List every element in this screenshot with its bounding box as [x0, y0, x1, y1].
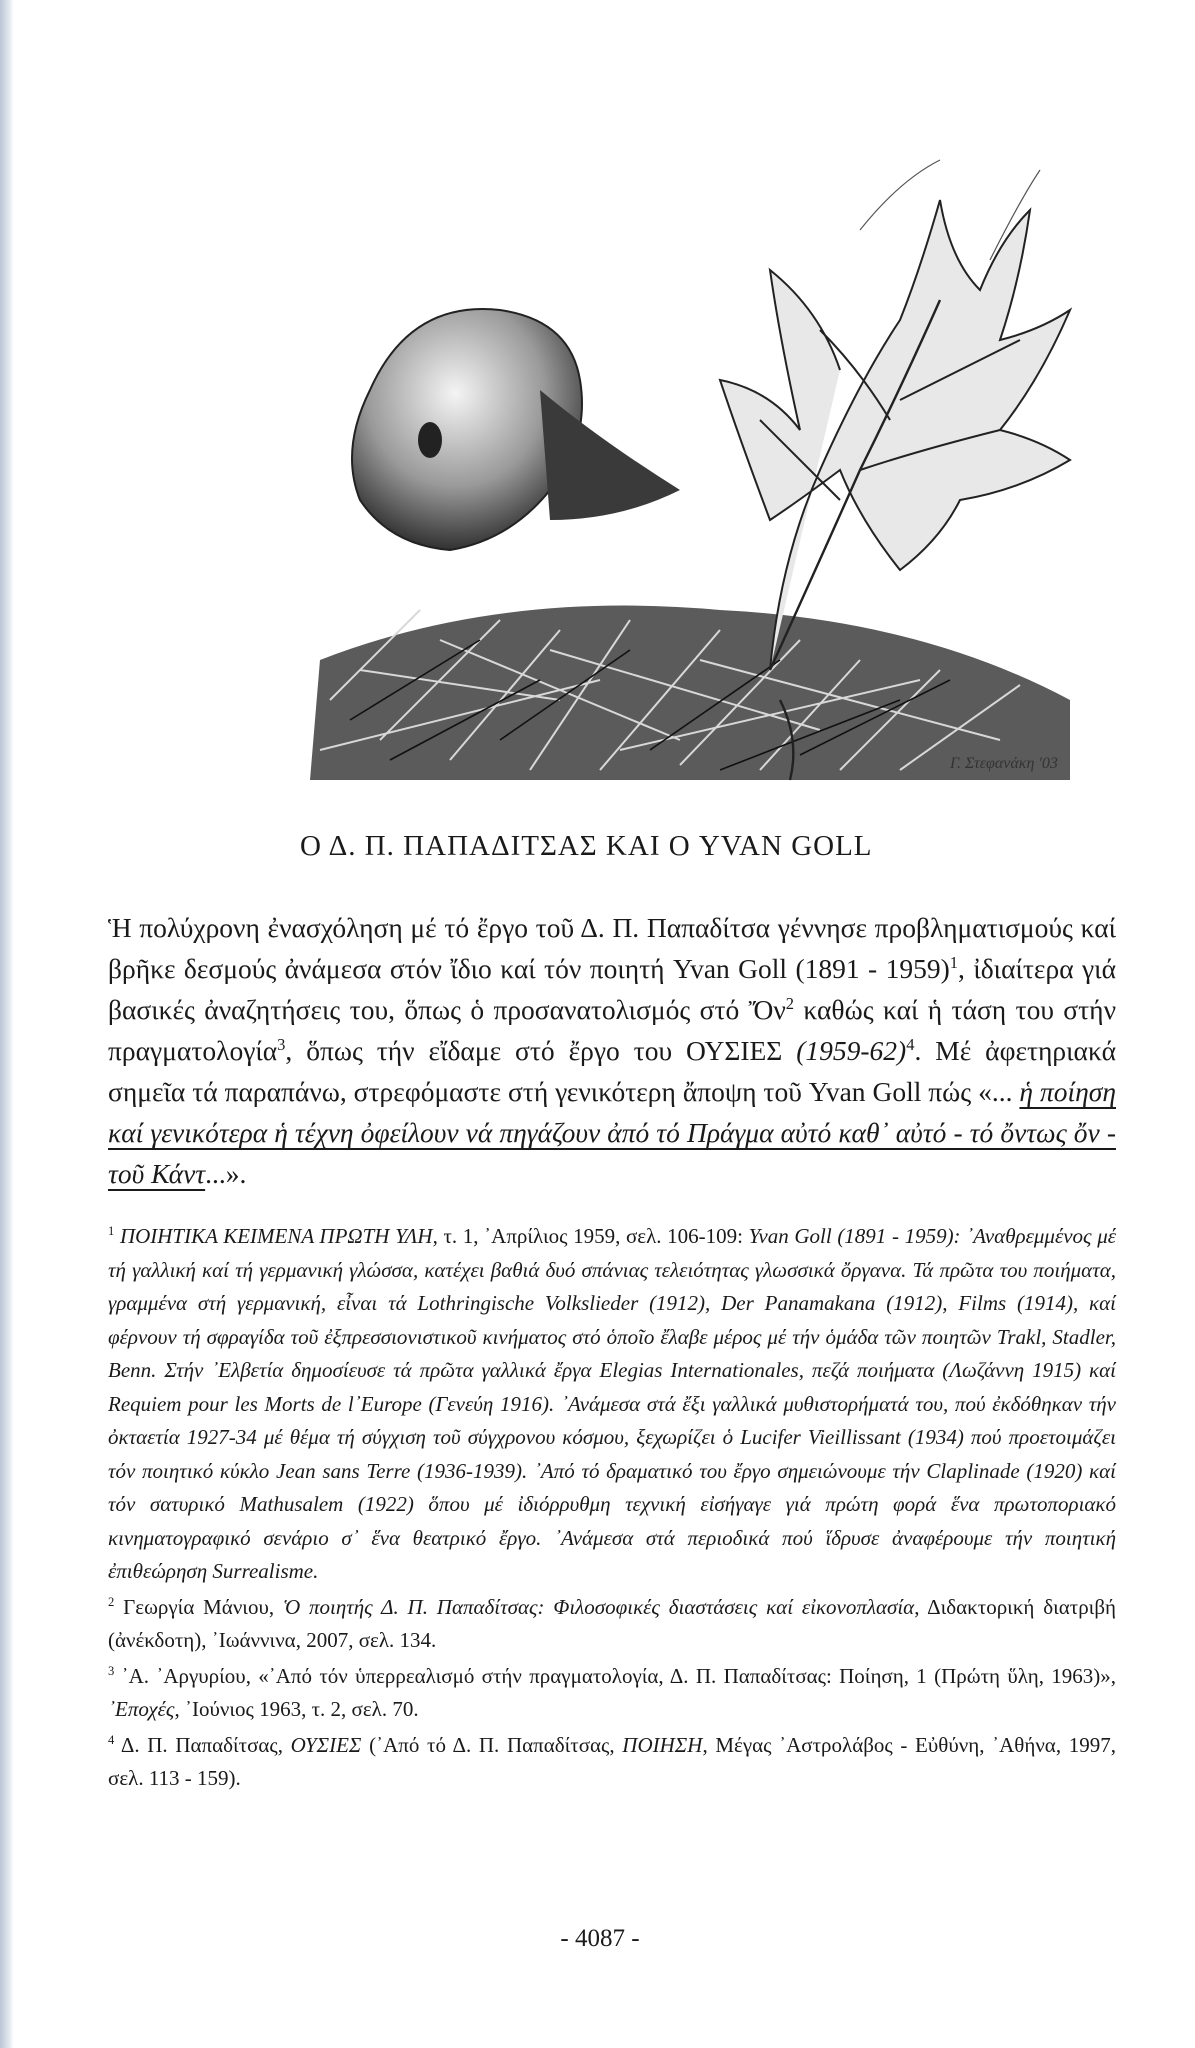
footnote-ref: 4	[906, 1034, 915, 1054]
body-text-italic: (1959-62)	[796, 1035, 907, 1066]
footnote-number: 1	[108, 1224, 115, 1238]
footnote-number: 4	[108, 1732, 115, 1747]
footnote-3	[108, 1660, 1116, 1727]
footnote-text: ᾽Α. ᾽Αργυρίου, «᾽Από τόν ὑπερρεαλισμό στήν πραγματολογία, Δ. Π. Παπαδίτσας: Ποίηση, 1 (Πρώτη ὕλη, 1963)»,	[121, 1663, 1117, 1688]
footnote-text: (᾽Από τό Δ. Π. Παπαδίτσας,	[361, 1732, 623, 1757]
body-text-segment: Ἡ πολύχρονη ἐνασχόληση μέ τό ἔργο τοῦ Δ. Π. Παπαδίτσα γέννησε προβληματισμούς καί βρῆκε δεσμούς ἀνάμεσα στόν ἴδιο καί τόν ποιητή Yvan Goll (1891 - 1959)	[108, 912, 1116, 984]
footnote-text: , ᾽Ιούνιος 1963, τ. 2, σελ. 70.	[174, 1697, 419, 1721]
footnotes-section	[108, 1220, 1116, 1798]
grass-bed	[310, 606, 1070, 780]
footnote-text: ᾽Εποχές	[108, 1697, 175, 1721]
footnote-text: Δ. Π. Παπαδίτσας,	[120, 1732, 291, 1757]
footnote-ref: 2	[785, 993, 795, 1013]
footnote-ref: 3	[277, 1034, 286, 1054]
body-text-segment: καθώς καί ἡ τάση του στήν πραγματολογία	[108, 994, 1117, 1066]
article-title: Ο Δ. Π. ΠΑΠΑΔΙΤΣΑΣ ΚΑΙ Ο YVAN GOLL	[300, 830, 873, 862]
footnote-number: 3	[108, 1663, 115, 1678]
footnote-ref: 1	[949, 952, 959, 972]
body-text-segment: ...».	[205, 1158, 247, 1189]
footnote-text: , τ. 1, ᾽Απρίλιος 1959, σελ. 106-109:	[432, 1224, 749, 1248]
body-text-segment: , ἰδιαίτερα γιά βασικές ἀναζητήσεις του, ὅπως ὁ προσανατολισμός στό Ὄν	[108, 953, 1116, 1025]
footnote-4	[108, 1729, 1116, 1796]
main-paragraph	[108, 907, 1116, 1194]
footnote-text: , Διδακτορική διατριβή (ἀνέκδοτη), ᾽Ιωάννινα, 2007, σελ. 134.	[108, 1594, 1117, 1652]
footnote-text: Γεωργία Μάνιου,	[123, 1594, 283, 1619]
quoted-passage: ἡ ποίηση καί γενικότερα ἡ τέχνη ὀφείλουν νά πηγάζουν ἀπό τό Πράγμα αὐτό καθ᾽ αὐτό - τό ὄντως ὄν - τοῦ Κάντ	[108, 1076, 1116, 1189]
footnote-text: Ὁ ποιητής Δ. Π. Παπαδίτσας: Φιλοσοφικές διαστάσεις καί εἰκονοπλασία	[282, 1594, 915, 1619]
pencil-drawing-illustration	[300, 140, 1080, 790]
body-text-segment: . Μέ ἀφετηριακά σημεῖα τά παραπάνω, στρεφόμαστε στή γενικότερη ἄποψη τοῦ Yvan Goll πώς «...	[108, 1035, 1116, 1107]
footnote-text: ΠΟΙΗΤΙΚΑ ΚΕΙΜΕΝΑ ΠΡΩΤΗ ΥΛΗ	[119, 1224, 433, 1248]
footnote-text: , Μέγας ᾽Αστρολάβος - Εὐθύνη, ᾽Αθήνα, 1997, σελ. 113 - 159).	[108, 1732, 1116, 1790]
page-number: - 4087 -	[560, 1925, 640, 1952]
footnote-text: Yvan Goll (1891 - 1959): ᾽Αναθρεμμένος μέ τή γαλλική καί τή γερμανική γλώσσα, κατέχει βαθιά δυό σπάνιας τελειότητας γλωσσικά ὄργανα. Τά πρῶτα του ποιήματα, γραμμένα στή γερμανική, εἶναι τά Lothringische Volkslieder (1912), Der Panamakana (1912), Films (1914), καί φέρνουν τή σφραγίδα τοῦ ἐξπρεσσιονιστικοῦ κινήματος στό ὁποῖο ἔλαβε μέρος μέ τήν ὁμάδα τῶν ποιητῶν Trakl, Stadler, Benn. Στήν ᾽Ελβετία δημοσίευσε τά πρῶτα γαλλικά ἔργα Elegias Internationales, πεζά ποιήματα (Λωζάννη 1915) καί Requiem pour les Morts de l᾽Europe (Γενεύη 1916). ᾽Ανάμεσα στά ἔξι γαλλικά μυθιστορήματά του, πού ἐκδόθηκαν τήν ὀκταετία 1927-34 μέ θέμα τή σύγχιση τοῦ σύγχρονου κόσμου, ξεχωρίζει ὁ Lucifer Vieillissant (1934) πού προετοιμάζει τόν ποιητικό κύκλο Jean sans Terre (1936-1939). ᾽Από τό δραματικό του ἔργο σημειώνουμε τήν Claplinade (1920) καί τόν σατυρικό Mathusalem (1922) ὅπου μέ ἰδιόρρυθμη τεχνική εἰσήγαγε γιά πρώτη φορά ἕνα πρωτοποριακό κινηματογραφικό σενάριο σ᾽ ἕνα θεατρικό ἔργο. ᾽Ανάμεσα στά περιοδικά πού ἵδρυσε ἀναφέρουμε τήν ποιητική ἐπιθεώρηση Surrealisme.	[108, 1224, 1117, 1583]
body-text-segment: , ὅπως τήν εἴδαμε στό ἔργο του ΟΥΣΙΕΣ	[285, 1035, 797, 1066]
footnote-1	[108, 1220, 1116, 1589]
footnote-text: ΟΥΣΙΕΣ	[290, 1732, 362, 1757]
footnote-text: ΠΟΙΗΣΗ	[622, 1732, 703, 1757]
page-edge-shadow	[0, 0, 14, 2048]
artist-signature: Γ. Στεφανάκη '03	[950, 755, 1058, 772]
footnote-2	[108, 1591, 1116, 1658]
footnote-number: 2	[108, 1594, 115, 1609]
